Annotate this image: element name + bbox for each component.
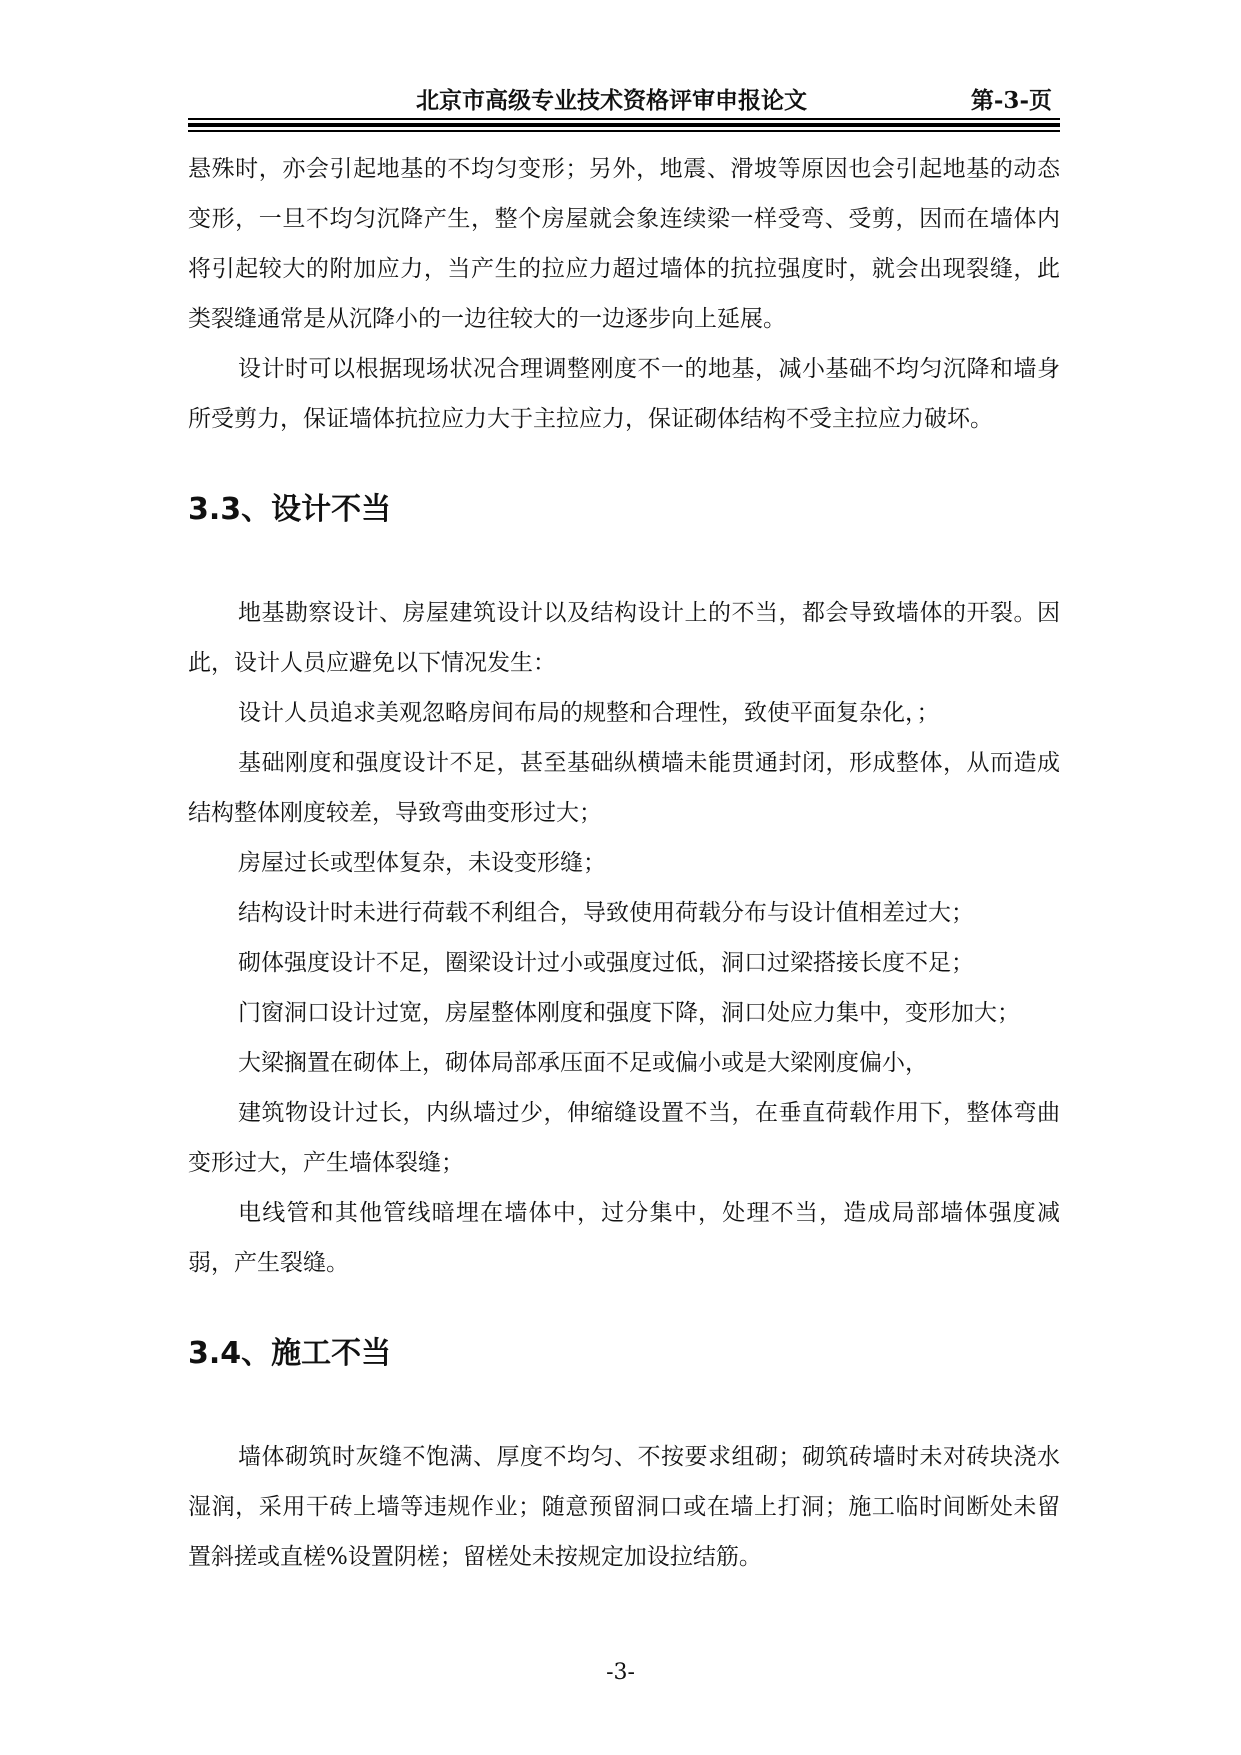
body-paragraph: 结构设计时未进行荷载不利组合，导致使用荷载分布与设计值相差过大；	[238, 900, 974, 926]
section-heading-3-4: 3.4、施工不当	[188, 1336, 392, 1371]
body-paragraph: 地基勘察设计、房屋建筑设计以及结构设计上的不当，都会导致墙体的开裂。因此，设计人员应避免以下情况发生：	[188, 600, 1060, 676]
body-paragraph: 建筑物设计过长，内纵墙过少，伸缩缝设置不当，在垂直荷载作用下，整体弯曲变形过大，产生墙体裂缝；	[188, 1100, 1060, 1176]
body-paragraph: 门窗洞口设计过宽，房屋整体刚度和强度下降，洞口处应力集中，变形加大；	[238, 1000, 1020, 1026]
page-header	[188, 82, 1060, 114]
body-paragraph: 房屋过长或型体复杂，未设变形缝；	[238, 850, 606, 876]
header-rule-bottom	[188, 130, 1060, 132]
page-number: -3-	[606, 1660, 635, 1685]
section-heading-3-3: 3.3、设计不当	[188, 492, 392, 527]
body-paragraph: 大梁搁置在砌体上，砌体局部承压面不足或偏小或是大梁刚度偏小，	[238, 1050, 928, 1076]
body-paragraph: 设计时可以根据现场状况合理调整刚度不一的地基，减小基础不均匀沉降和墙身所受剪力，保证墙体抗拉应力大于主拉应力，保证砌体结构不受主拉应力破坏。	[188, 356, 1060, 432]
header-page-label: 第-3-页	[970, 87, 1052, 114]
body-paragraph: 电线管和其他管线暗埋在墙体中，过分集中，处理不当，造成局部墙体强度减弱，产生裂缝。	[188, 1200, 1060, 1276]
header-rule-middle	[188, 123, 1060, 127]
body-paragraph: 基础刚度和强度设计不足，甚至基础纵横墙未能贯通封闭，形成整体，从而造成结构整体刚度较差，导致弯曲变形过大；	[188, 750, 1060, 826]
body-paragraph: 墙体砌筑时灰缝不饱满、厚度不均匀、不按要求组砌；砌筑砖墙时未对砖块浇水湿润，采用干砖上墙等违规作业；随意预留洞口或在墙上打洞；施工临时间断处未留置斜搓或直槎%设置阴槎；留槎处未按规定加设拉结筋。	[188, 1444, 1060, 1570]
body-paragraph: 悬殊时，亦会引起地基的不均匀变形；另外，地震、滑坡等原因也会引起地基的动态变形，一旦不均匀沉降产生，整个房屋就会象连续梁一样受弯、受剪，因而在墙体内将引起较大的附加应力，当产生的拉应力超过墙体的抗拉强度时，就会出现裂缝，此类裂缝通常是从沉降小的一边往较大的一边逐步向上延展。	[188, 156, 1060, 332]
header-title: 北京市高级专业技术资格评审申报论文	[416, 88, 807, 114]
header-rule-top	[188, 118, 1060, 120]
page-body	[188, 144, 1060, 1582]
body-paragraph: 设计人员追求美观忽略房间布局的规整和合理性，致使平面复杂化，；	[238, 700, 940, 726]
body-paragraph: 砌体强度设计不足，圈梁设计过小或强度过低，洞口过梁搭接长度不足；	[238, 950, 974, 976]
